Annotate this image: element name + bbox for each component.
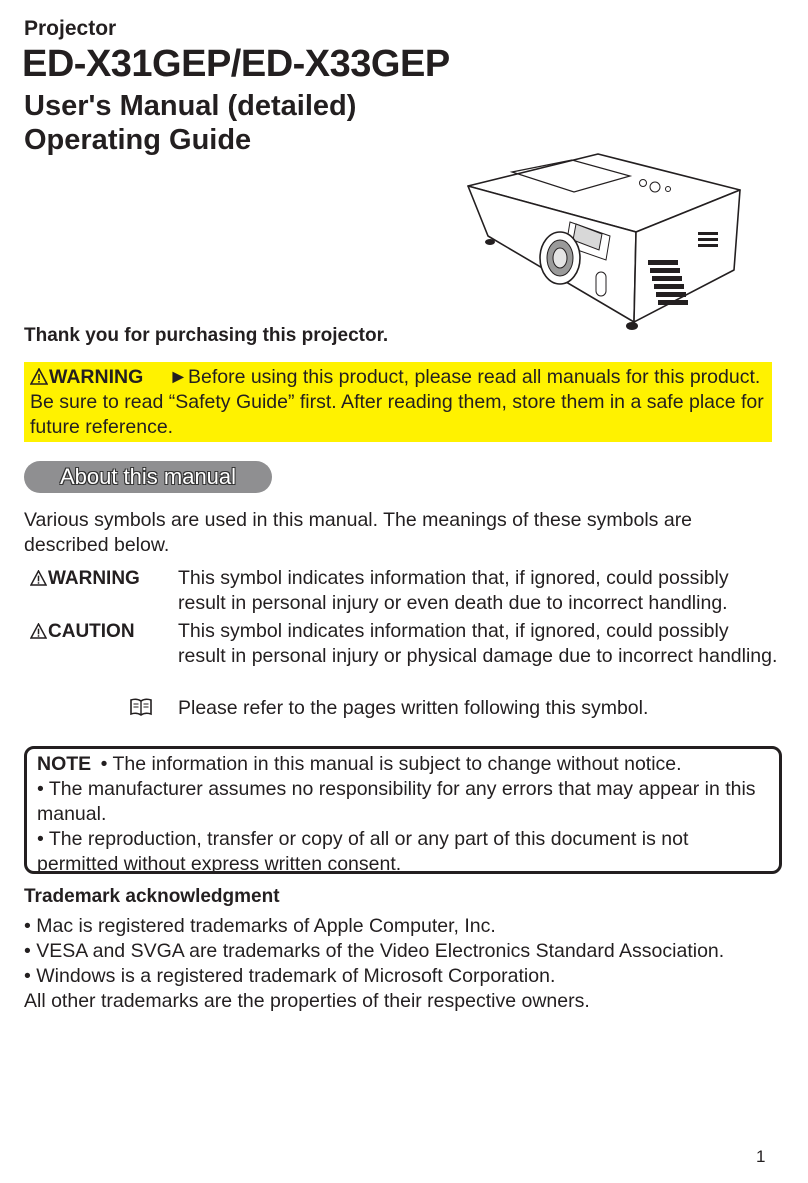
book-icon	[130, 698, 152, 716]
symbol-description-warning: This symbol indicates information that, if ignored, could possibly result in personal injury or even death due to incorrect handling.	[178, 567, 729, 614]
document-category: Projector	[24, 17, 117, 40]
guide-subtitle: Operating Guide	[24, 124, 252, 156]
warning-triangle-icon	[30, 570, 47, 586]
warning-banner	[24, 362, 772, 442]
manual-subtitle: User's Manual (detailed)	[24, 90, 357, 122]
model-title: ED-X31GEP/ED-X33GEP	[22, 43, 450, 85]
warning-label-text: WARNING	[48, 568, 140, 589]
warning-banner-text: ►Before using this product, please read all manuals for this product. Be sure to read “Safety Guide” first. After reading them, store them in a safe place for future reference.	[30, 366, 764, 438]
symbol-description-book: Please refer to the pages written following this symbol.	[178, 697, 649, 719]
note-label: NOTE	[37, 753, 92, 775]
intro-paragraph: Various symbols are used in this manual. The meanings of these symbols are described below.	[24, 509, 693, 556]
symbol-row-warning	[24, 566, 784, 618]
trademark-item: • Mac is registered trademarks of Apple Computer, Inc.	[24, 915, 496, 937]
page-number: 1	[756, 1147, 766, 1166]
note-item: • The manufacturer assumes no responsibility for any errors that may appear in this manual.	[37, 778, 756, 825]
trademark-list	[24, 914, 794, 1014]
caution-label-text: CAUTION	[48, 621, 135, 642]
symbol-label-caution	[30, 619, 135, 644]
caution-triangle-icon	[30, 623, 47, 639]
trademark-item: All other trademarks are the properties of their respective owners.	[24, 990, 590, 1012]
warning-banner-label	[30, 366, 149, 388]
trademark-heading: Trademark acknowledgment	[24, 886, 280, 907]
warning-triangle-icon	[30, 368, 48, 385]
projector-illustration	[462, 150, 744, 336]
symbol-row-book	[24, 696, 784, 722]
warning-label-text: WARNING	[49, 366, 144, 388]
symbol-description-caution: This symbol indicates information that, if ignored, could possibly result in personal injury or physical damage due to incorrect handling.	[178, 620, 778, 667]
trademark-item: • Windows is a registered trademark of Microsoft Corporation.	[24, 965, 556, 987]
symbol-label-warning	[30, 566, 140, 591]
note-item: • The information in this manual is subject to change without notice.	[100, 753, 682, 775]
section-title: About this manual	[24, 461, 272, 493]
symbol-row-caution	[24, 619, 784, 695]
note-item: • The reproduction, transfer or copy of all or any part of this document is not permitted without express written consent.	[37, 828, 689, 875]
thank-you-text: Thank you for purchasing this projector.	[24, 325, 389, 346]
note-box	[24, 746, 782, 874]
trademark-item: • VESA and SVGA are trademarks of the Video Electronics Standard Association.	[24, 940, 725, 962]
